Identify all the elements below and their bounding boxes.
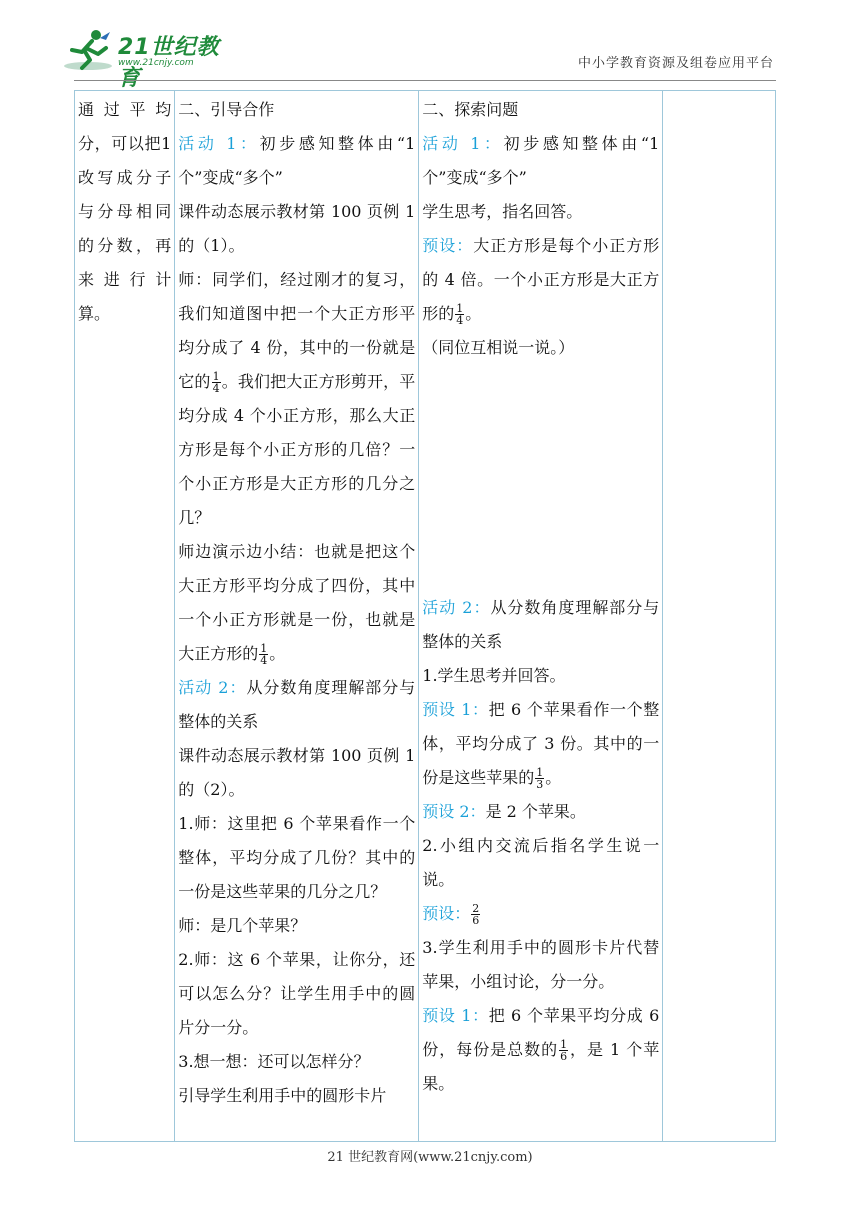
activity-label: 活动 2： [422,598,491,617]
logo-text: 21世纪教育 [118,35,220,91]
page-footer: 21 世纪教育网(www.21cnjy.com) [327,1150,533,1165]
activity-title: 初步感知整体由“1 个”变成“多个” [178,134,416,187]
fraction-numerator: 1 [560,1038,568,1051]
paragraph: 3.想一想：还可以怎样分？ [178,1052,370,1071]
text-run: 把 6 个苹果看作一个整体，平均分成了 3 份。其中的一份是这些苹果的 [422,700,660,787]
text-run: 是 2 个苹果。 [485,802,586,821]
preset-label: 预设 1： [422,700,489,719]
fraction-denominator: 4 [212,382,220,395]
lesson-table [74,90,776,1142]
text-run: 。我们把大正方形剪开，平均分成 4 个小正方形，那么大正方形是每个小正方形的几倍？一个小正方形是大正方形的几分之几？ [178,372,416,527]
page-header [0,0,860,90]
paragraph: 课件动态展示教材第 100 页例 1 的（2）。 [178,746,416,799]
activity-title: 从分数角度理解部分与整体的关系 [178,678,416,731]
activity-2 [178,671,415,739]
activity-1 [422,127,659,195]
header-divider [74,80,776,81]
activity-2 [422,591,659,659]
logo-url: www.21cnjy.com [118,58,194,68]
preset-answer [422,795,659,829]
paragraph: 3.学生利用手中的圆形卡片代替苹果，小组讨论，分一分。 [422,938,660,991]
text-run: ，是 1 个苹果。 [422,1040,660,1093]
preset-label: 预设： [422,904,471,923]
table-row [75,91,776,1142]
fraction-numerator: 1 [456,302,464,315]
paragraph: 师：是几个苹果？ [178,916,307,935]
runner-logo-icon [62,28,114,72]
paragraph [178,535,415,671]
preset-answer [422,693,659,795]
section-heading: 二、探索问题 [422,100,519,119]
fraction [559,1039,568,1062]
text-run: 把 6 个苹果平均分成 6 份，每份是总数的 [422,1006,660,1059]
spacer [422,365,659,591]
paragraph: （同位互相说一说。） [422,338,575,357]
activity-1 [178,127,415,195]
fraction-denominator: 3 [536,778,544,791]
preset-answer [422,229,659,331]
notes-cell [663,91,776,1142]
fraction-denominator: 4 [456,314,464,327]
fraction [535,767,544,790]
paragraph: 课件动态展示教材第 100 页例 1 的（1）。 [178,202,416,255]
fraction [259,643,268,666]
fraction-numerator: 1 [536,766,544,779]
section-heading: 二、引导合作 [178,100,275,119]
activity-label: 活动 1： [422,134,504,153]
paragraph: 1.师：这里把 6 个苹果看作一个整体，平均分成了几份？其中的一份是这些苹果的几分之几？ [178,814,416,901]
student-activity-cell [419,91,663,1142]
preset-label: 预设 2： [422,802,486,821]
fraction-numerator: 2 [472,902,480,915]
paragraph: 学生思考，指名回答。 [422,202,583,221]
text-run: 大正方形是每个小正方形的 4 倍。一个小正方形是大正方形的 [422,236,660,323]
paragraph [178,263,415,535]
paragraph: 2.师：这 6 个苹果，让你分，还可以怎么分？让学生用手中的圆片分一分。 [178,950,416,1037]
text-run: 。 [465,304,482,323]
text-run: 师边演示边小结：也就是把这个大正方形平均分成了四份，其中一个小正方形就是一份，也就是大正方形的 [178,542,416,663]
design-intent-cell [75,91,175,1142]
fraction-numerator: 1 [260,642,268,655]
text-run: 师：同学们，经过刚才的复习，我们知道图中把一个大正方形平均分成了 4 份，其中的一份就是它的 [178,270,416,391]
activity-label: 活动 1： [178,134,260,153]
activity-label: 活动 2： [178,678,247,697]
fraction [212,371,221,394]
paragraph: 2.小组内交流后指名学生说一说。 [422,836,660,889]
design-intent-text: 通过平均分，可以把1改写成分子与分母相同的分数，再来进行计算。 [78,100,172,323]
text-run: 。 [269,644,286,663]
preset-label: 预设 1： [422,1006,489,1025]
logo [62,28,232,91]
text-run: 。 [545,768,562,787]
paragraph: 引导学生利用手中的圆形卡片 [178,1086,387,1105]
activity-title: 初步感知整体由“1 个”变成“多个” [422,134,660,187]
fraction-denominator: 6 [560,1050,568,1063]
preset-label: 预设： [422,236,474,255]
fraction [455,303,464,326]
teacher-activity-cell [175,91,419,1142]
activity-title: 从分数角度理解部分与整体的关系 [422,598,660,651]
preset-answer [422,897,659,931]
platform-title: 中小学教育资源及组卷应用平台 [577,56,774,71]
paragraph: 1.学生思考并回答。 [422,666,566,685]
preset-answer [422,999,659,1101]
fraction [471,903,480,926]
fraction-denominator: 4 [260,654,268,667]
fraction-numerator: 1 [212,370,220,383]
fraction-denominator: 6 [472,914,480,927]
